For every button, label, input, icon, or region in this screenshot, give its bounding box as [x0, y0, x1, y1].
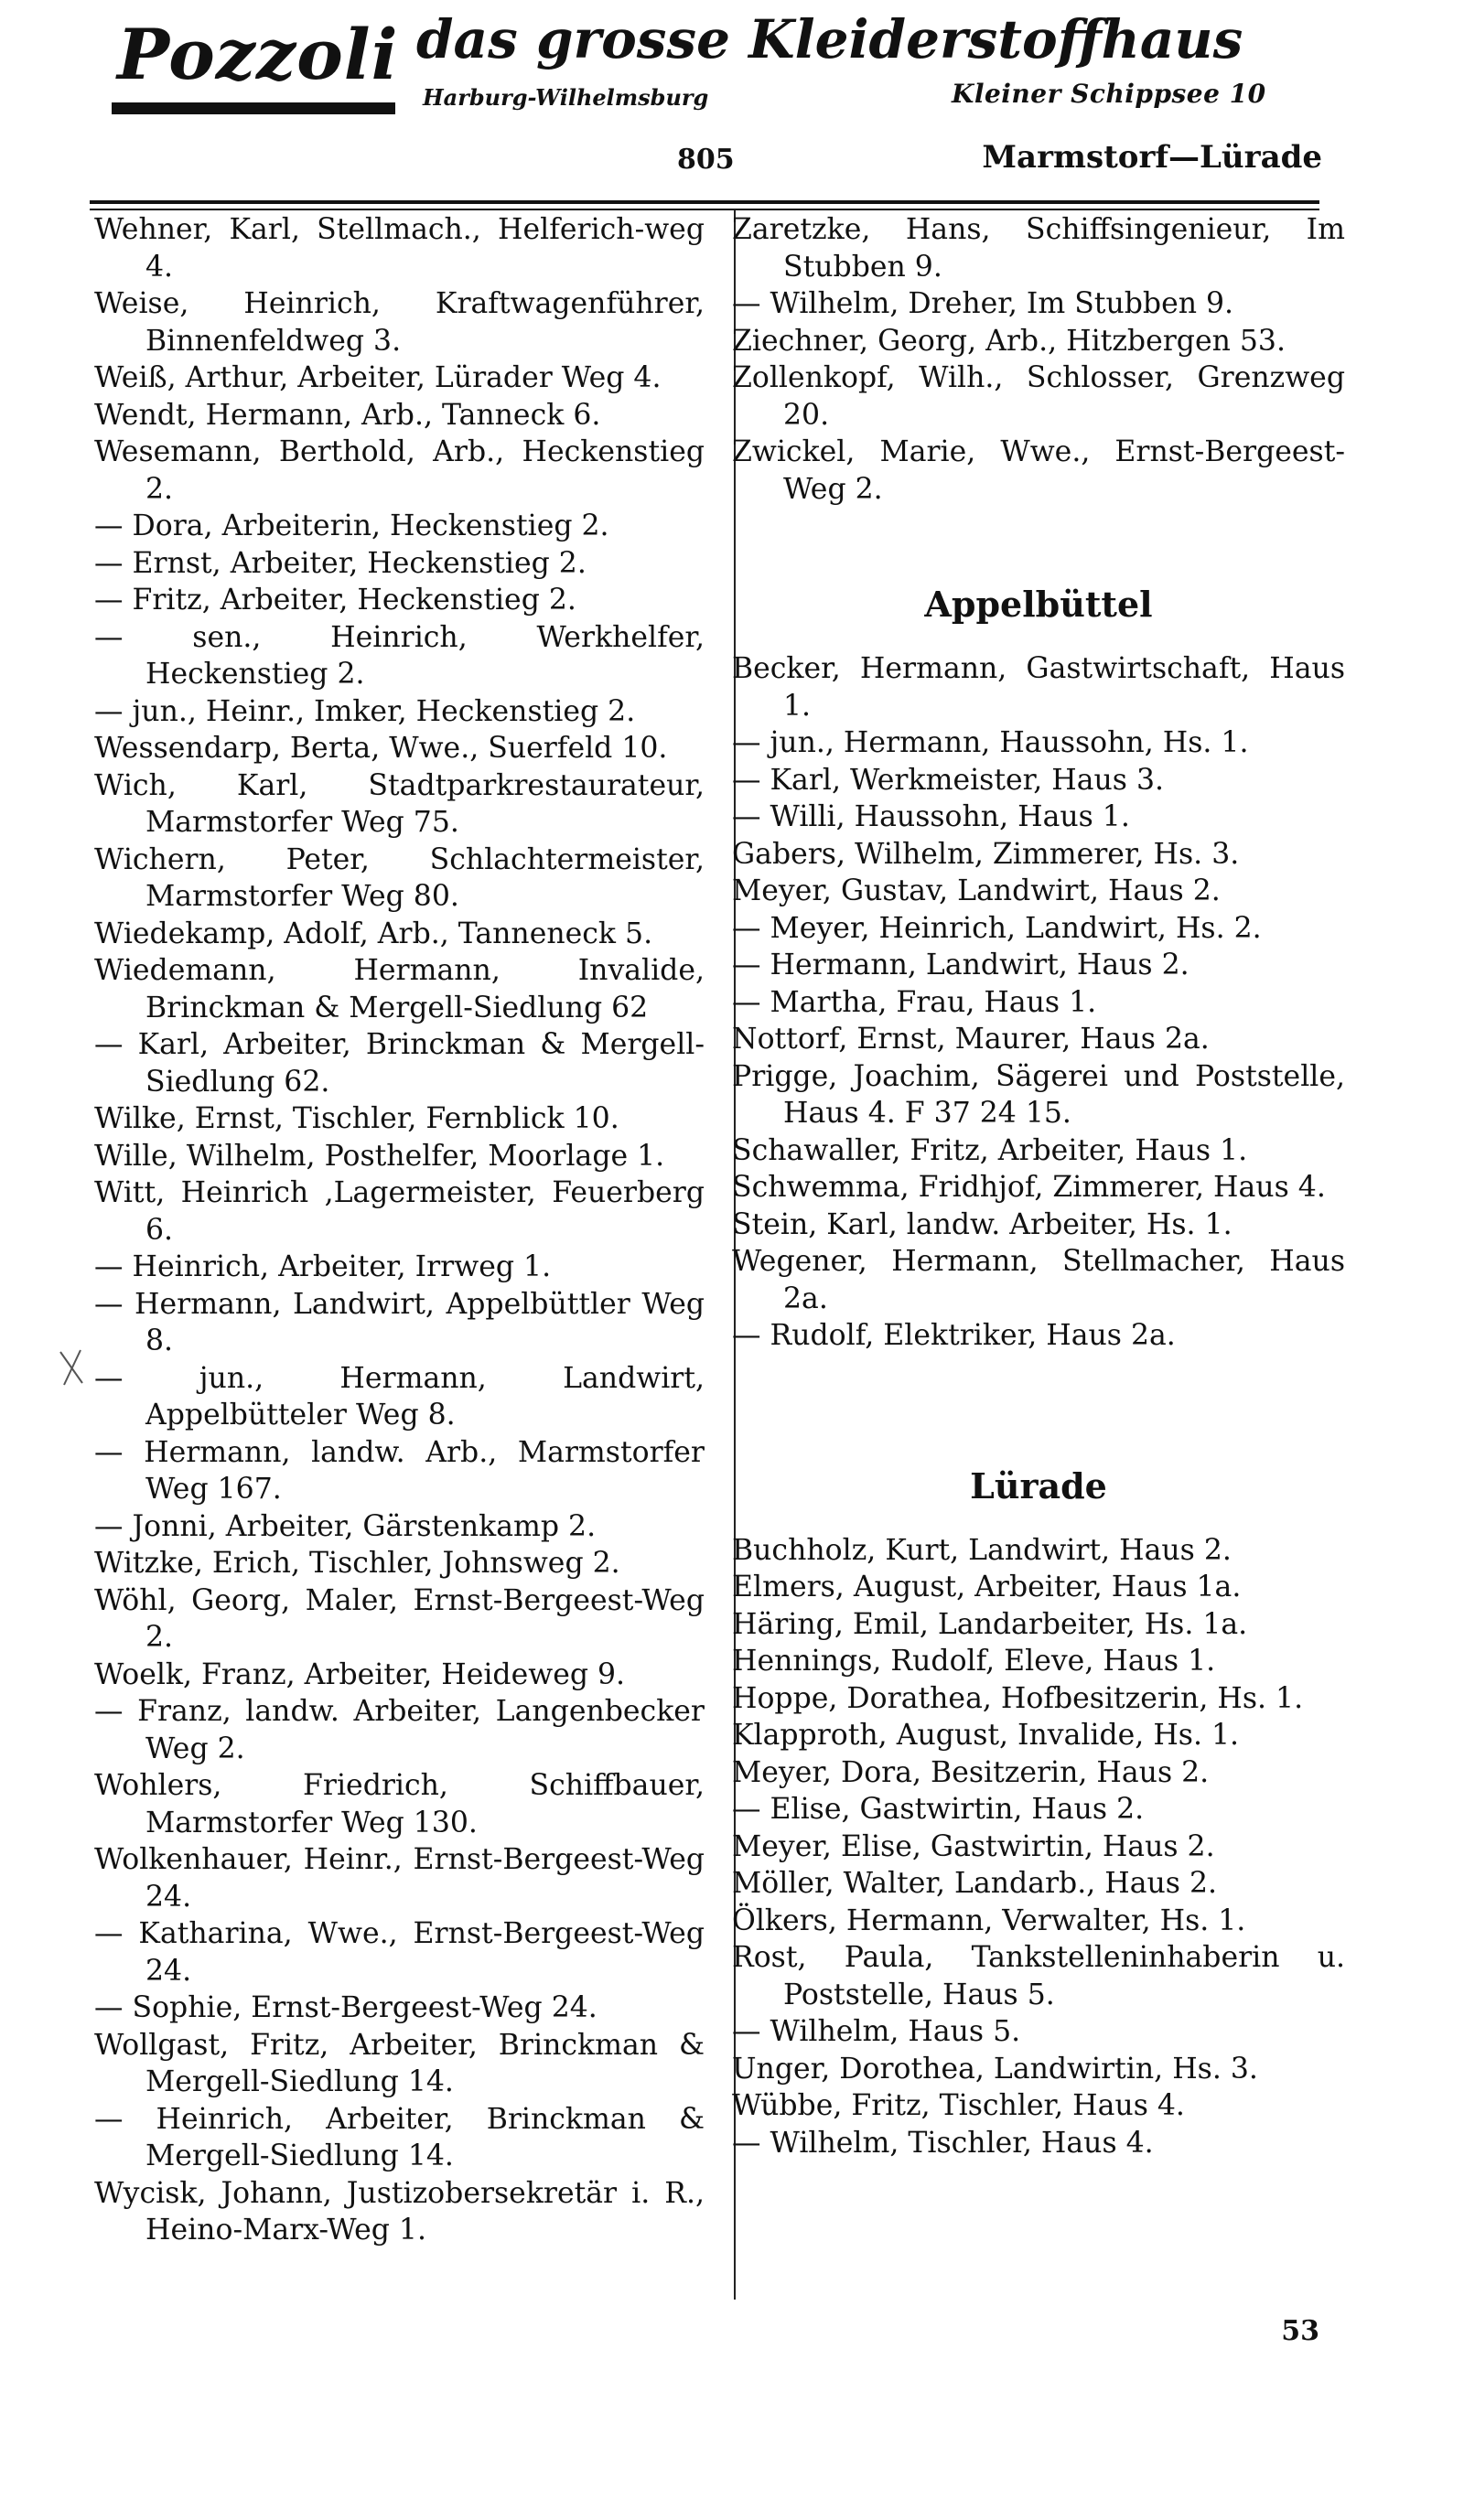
continuation-list — [732, 211, 1345, 508]
directory-entry: — jun., Hermann, Landwirt, Appelbütteler Weg 8. — [94, 1361, 705, 1432]
directory-entry: Zaretzke, Hans, Schiffsingenieur, Im Stubben 9. — [732, 213, 1345, 284]
directory-entry: Wycisk, Johann, Justizobersekretär i. R., Heino-Marx-Weg 1. — [94, 2176, 705, 2247]
directory-entry: Wolkenhauer, Heinr., Ernst-Bergeest-Weg 24. — [94, 1843, 705, 1914]
directory-entry: Witzke, Erich, Tischler, Johnsweg 2. — [94, 1547, 620, 1580]
directory-entry: Schwemma, Fridhjof, Zimmerer, Haus 4. — [732, 1171, 1326, 1204]
directory-entry: — Elise, Gastwirtin, Haus 2. — [732, 1793, 1145, 1826]
directory-entry: Wesemann, Berthold, Arb., Heckenstieg 2. — [94, 435, 705, 506]
directory-entry: Buchholz, Kurt, Landwirt, Haus 2. — [732, 1533, 1232, 1567]
directory-entry: Zwickel, Marie, Wwe., Ernst-Bergeest-Weg 2. — [732, 435, 1345, 506]
directory-entry: Hennings, Rudolf, Eleve, Haus 1. — [732, 1645, 1216, 1678]
directory-entry: — Heinrich, Arbeiter, Irrweg 1. — [94, 1250, 552, 1283]
directory-entry: Gabers, Wilhelm, Zimmerer, Hs. 3. — [732, 837, 1240, 871]
directory-entry: Möller, Walter, Landarb., Haus 2. — [732, 1867, 1218, 1900]
directory-entry: Elmers, August, Arbeiter, Haus 1a. — [732, 1571, 1242, 1603]
directory-entry: — Ernst, Arbeiter, Heckenstieg 2. — [94, 546, 587, 580]
directory-entry: — Karl, Werkmeister, Haus 3. — [732, 763, 1165, 797]
directory-entry: Zollenkopf, Wilh., Schlosser, Grenzweg 20. — [732, 361, 1345, 432]
directory-entry: — Katharina, Wwe., Ernst-Bergeest-Weg 24. — [94, 1917, 705, 1988]
section-gap — [732, 625, 1345, 650]
directory-entry: Wiedekamp, Adolf, Arb., Tanneneck 5. — [94, 917, 653, 950]
directory-entry: Wegener, Hermann, Stellmacher, Haus 2a. — [732, 1245, 1345, 1315]
directory-entry: Wich, Karl, Stadtparkrestaurateur, Marmstorfer Weg 75. — [94, 768, 705, 839]
directory-entry: Witt, Heinrich ,Lagermeister, Feuerberg 6. — [94, 1176, 705, 1247]
directory-entry: — Heinrich, Arbeiter, Brinckman & Mergell-Siedlung 14. — [94, 2102, 705, 2172]
directory-entry: Weiß, Arthur, Arbeiter, Lürader Weg 4. — [94, 361, 662, 394]
section-gap — [732, 1507, 1345, 1532]
directory-entry: Ölkers, Hermann, Verwalter, Hs. 1. — [732, 1903, 1246, 1937]
appelbuettel-list — [732, 650, 1345, 1355]
directory-entry: — jun., Heinr., Imker, Heckenstieg 2. — [94, 694, 636, 728]
directory-entry: Klapproth, August, Invalide, Hs. 1. — [732, 1719, 1240, 1752]
directory-entry: Wendt, Hermann, Arb., Tanneck 6. — [94, 398, 601, 432]
directory-entry: Wille, Wilhelm, Posthelfer, Moorlage 1. — [94, 1139, 665, 1173]
directory-entry: Weise, Heinrich, Kraftwagenführer, Binnenfeldweg 3. — [94, 287, 705, 358]
directory-entry: Wiedemann, Hermann, Invalide, Brinckman & Mergell-Siedlung 62 — [94, 954, 705, 1024]
section-gap — [732, 508, 1345, 584]
directory-entry: Wilke, Ernst, Tischler, Fernblick 10. — [94, 1102, 619, 1135]
directory-entry: Nottorf, Ernst, Maurer, Haus 2a. — [732, 1023, 1210, 1056]
directory-entry: — Hermann, Landwirt, Haus 2. — [732, 949, 1190, 981]
directory-entry: — Sophie, Ernst-Bergeest-Weg 24. — [94, 1991, 597, 2024]
directory-entry: — Franz, landw. Arbeiter, Langenbecker Weg 2. — [94, 1695, 705, 1765]
directory-entry: Becker, Hermann, Gastwirtschaft, Haus 1. — [732, 652, 1345, 723]
directory-entry: Woelk, Franz, Arbeiter, Heideweg 9. — [94, 1657, 626, 1691]
directory-entry: Meyer, Gustav, Landwirt, Haus 2. — [732, 874, 1221, 907]
directory-entry: — Wilhelm, Dreher, Im Stubben 9. — [732, 287, 1234, 320]
directory-entry: — sen., Heinrich, Werkhelfer, Heckenstieg 2. — [94, 620, 705, 691]
directory-entry: — jun., Hermann, Haussohn, Hs. 1. — [732, 726, 1249, 759]
page-number: 805 — [677, 144, 735, 176]
section-gap — [732, 1355, 1345, 1432]
ad-address-city: Harburg-Wilhelmsburg — [423, 84, 709, 111]
directory-entry: Wehner, Karl, Stellmach., Helferich-weg 4. — [94, 213, 705, 284]
left-column — [94, 211, 705, 2249]
running-head: Marmstorf—Lürade — [982, 139, 1322, 176]
directory-entry: — Rudolf, Elektriker, Haus 2a. — [732, 1319, 1176, 1352]
directory-entry: — Wilhelm, Haus 5. — [732, 2015, 1021, 2048]
directory-entry: — Karl, Arbeiter, Brinckman & Mergell-Siedlung 62. — [94, 1028, 705, 1099]
pencil-cross-mark — [55, 1345, 92, 1390]
luerade-list — [732, 1532, 1345, 2162]
directory-entry: Schawaller, Fritz, Arbeiter, Haus 1. — [732, 1133, 1248, 1167]
ad-brand-name: Pozzoli — [117, 14, 399, 95]
directory-entry: Wohlers, Friedrich, Schiffbauer, Marmstorfer Weg 130. — [94, 1769, 705, 1839]
directory-entry: Stein, Karl, landw. Arbeiter, Hs. 1. — [732, 1207, 1233, 1241]
directory-entry: Wichern, Peter, Schlachtermeister, Marmstorfer Weg 80. — [94, 842, 705, 913]
directory-entry: Meyer, Elise, Gastwirtin, Haus 2. — [732, 1829, 1215, 1863]
directory-entry: Unger, Dorothea, Landwirtin, Hs. 3. — [732, 2052, 1258, 2086]
right-column — [732, 211, 1345, 2161]
directory-entry: — Fritz, Arbeiter, Heckenstieg 2. — [94, 584, 576, 617]
directory-entry: — Dora, Arbeiterin, Heckenstieg 2. — [94, 509, 609, 542]
directory-entry: Häring, Emil, Landarbeiter, Hs. 1a. — [732, 1607, 1248, 1641]
directory-entry: — Willi, Haussohn, Haus 1. — [732, 800, 1130, 833]
directory-entry: Wessendarp, Berta, Wwe., Suerfeld 10. — [94, 732, 668, 765]
directory-entry: Wübbe, Fritz, Tischler, Haus 4. — [732, 2089, 1185, 2122]
directory-entry: — Hermann, Landwirt, Appelbüttler Weg 8. — [94, 1287, 705, 1357]
directory-entry: Meyer, Dora, Besitzerin, Haus 2. — [732, 1755, 1210, 1789]
directory-entry: Wollgast, Fritz, Arbeiter, Brinckman & Mergell-Siedlung 14. — [94, 2028, 705, 2098]
section-heading-luerade: Lürade — [970, 1464, 1107, 1507]
directory-entry: — Meyer, Heinrich, Landwirt, Hs. 2. — [732, 911, 1262, 945]
sheet-number: 53 — [1281, 2315, 1319, 2347]
ad-address-street: Kleiner Schippsee 10 — [952, 79, 1266, 109]
directory-entry: — Hermann, landw. Arb., Marmstorfer Weg 167. — [94, 1435, 705, 1506]
header-rule-thin — [90, 209, 1319, 210]
directory-entry: — Jonni, Arbeiter, Gärstenkamp 2. — [94, 1509, 597, 1543]
directory-entry: Rost, Paula, Tankstelleninhaberin u. Poststelle, Haus 5. — [732, 1941, 1345, 2011]
directory-entry: Hoppe, Dorathea, Hofbesitzerin, Hs. 1. — [732, 1681, 1304, 1715]
header-rule — [90, 200, 1319, 204]
directory-entry: Wöhl, Georg, Maler, Ernst-Bergeest-Weg 2. — [94, 1583, 705, 1654]
ad-underline-bar — [112, 102, 395, 114]
directory-entry: — Martha, Frau, Haus 1. — [732, 985, 1097, 1019]
directory-entry: — Wilhelm, Tischler, Haus 4. — [732, 2126, 1154, 2160]
section-gap — [732, 1432, 1345, 1466]
ad-slogan: das grosse Kleiderstoffhaus — [416, 8, 1243, 70]
section-heading-appelbuettel: Appelbüttel — [924, 584, 1153, 625]
directory-entry: Ziechner, Georg, Arb., Hitzbergen 53. — [732, 324, 1286, 358]
directory-entry: Prigge, Joachim, Sägerei und Poststelle, Haus 4. F 37 24 15. — [732, 1059, 1345, 1130]
